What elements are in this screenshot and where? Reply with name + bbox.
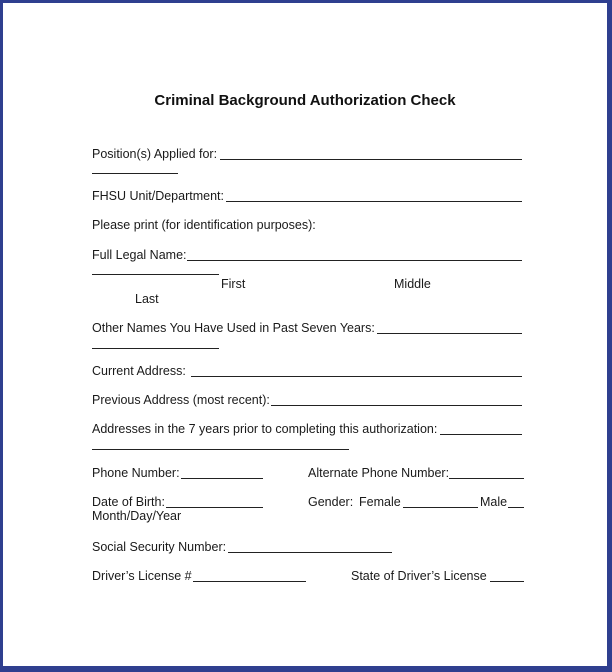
dob-label: Date of Birth: (92, 495, 165, 509)
legal-name-label: Full Legal Name: (92, 248, 187, 262)
gender-female-line[interactable] (403, 507, 478, 508)
department-label: FHSU Unit/Department: (92, 189, 224, 203)
current-address-label: Current Address: (92, 364, 186, 378)
position-line-1[interactable] (220, 159, 522, 160)
license-label: Driver’s License # (92, 569, 192, 583)
phone-line[interactable] (181, 478, 263, 479)
gender-female-option: Female (359, 495, 401, 509)
previous-address-label: Previous Address (most recent): (92, 393, 270, 407)
current-address-line[interactable] (191, 376, 522, 377)
license-line[interactable] (193, 581, 306, 582)
addresses-7yr-line-1[interactable] (440, 434, 522, 435)
ssn-label: Social Security Number: (92, 540, 227, 554)
form-page (3, 3, 607, 666)
position-line-2[interactable] (92, 173, 178, 174)
legal-name-line-1[interactable] (187, 260, 522, 261)
other-names-line-1[interactable] (377, 333, 522, 334)
alt-phone-line[interactable] (449, 478, 524, 479)
addresses-7yr-line-2[interactable] (92, 449, 349, 450)
addresses-7yr-label: Addresses in the 7 years prior to completing this authorization: (92, 422, 438, 436)
position-label: Position(s) Applied for: (92, 147, 218, 161)
gender-male-line[interactable] (508, 507, 524, 508)
other-names-line-2[interactable] (92, 348, 219, 349)
print-instruction: Please print (for identification purposes): (92, 218, 316, 232)
name-middle-caption: Middle (394, 277, 431, 291)
name-last-caption: Last (135, 292, 159, 306)
other-names-label: Other Names You Have Used in Past Seven Years: (92, 321, 375, 335)
dob-line[interactable] (166, 507, 263, 508)
alt-phone-label: Alternate Phone Number: (308, 466, 450, 480)
gender-male-option: Male (480, 495, 508, 509)
legal-name-line-2[interactable] (92, 274, 219, 275)
form-title: Criminal Background Authorization Check (154, 92, 456, 109)
previous-address-line[interactable] (271, 405, 522, 406)
name-first-caption: First (221, 277, 246, 291)
phone-label: Phone Number: (92, 466, 180, 480)
ssn-line[interactable] (228, 552, 392, 553)
license-state-label: State of Driver’s License (351, 569, 487, 583)
department-line[interactable] (226, 201, 522, 202)
gender-label: Gender: (308, 495, 354, 509)
dob-format-caption: Month/Day/Year (92, 509, 182, 523)
license-state-line[interactable] (490, 581, 524, 582)
